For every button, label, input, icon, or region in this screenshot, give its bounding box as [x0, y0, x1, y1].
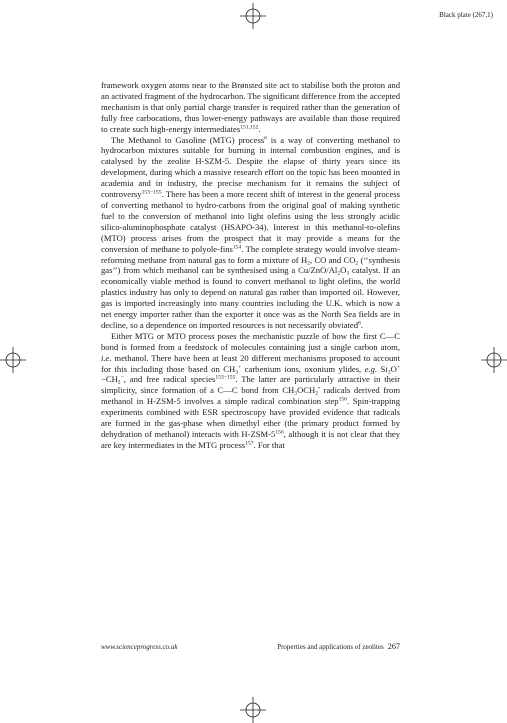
text-run: radicals derived from methanol in H-ZSM-5 involves a simple radical combination step [101, 385, 401, 407]
text-run: carbenium ions, oxonium ylides, [241, 363, 365, 374]
body-text [101, 80, 400, 451]
italic-text: e.g. [364, 363, 378, 374]
superscript: 6 [264, 135, 267, 142]
text-run: methanol. There have been at least 20 different mechanisms proposed to account for this including those based on CH [101, 352, 400, 374]
superscript: 153−155 [215, 374, 236, 381]
italic-text: i.e. [101, 352, 112, 363]
text-run: OCH [297, 385, 316, 396]
body-paragraph [101, 331, 400, 451]
superscript: 8 [358, 320, 361, 327]
subscript: 3 [294, 390, 298, 397]
text-run: O [390, 363, 397, 374]
superscript: 151,152 [240, 124, 259, 131]
plate-label: Black plate (267,1) [439, 11, 493, 19]
subscript: 2 [387, 369, 391, 376]
subscript: 2 [117, 379, 121, 386]
text-run: Si [377, 363, 388, 374]
text-run: is a way of converting methanol to hydrocarbon mixtures suitable for burning in internal combustion engines, and is catalysed by the zeolite H-SZM-5. Despite the elapse of thirty years since its development, during which a massive research effort on the topic has been mounted in academia and in industry, the precise mechanism for it remains the subject of controversy [101, 134, 400, 200]
text-run: , and free radical species [123, 374, 216, 385]
text-run: . The latter are particularly attractive in their simplicity, since formation of a C—C bond from CH [101, 374, 401, 396]
superscript: 154 [232, 244, 242, 251]
text-run: The Methanol to Gasoline (MTG) process [111, 134, 265, 145]
text-run: . [258, 123, 261, 134]
footer-url[interactable]: www.scienceprogress.co.uk [101, 643, 178, 651]
text-run: , although it is not clear that they are key intermediates in the MTG process [101, 429, 400, 450]
text-run: . Spin-trapping experiments combined with ESR spectroscopy have provided evidence that radicals are formed in the gas-phase when dimethyl ether (the primary product formed by dehydration of methanol) interacts with H-ZSM-5 [101, 396, 401, 439]
page-number: 267 [387, 642, 400, 651]
subscript: 2 [315, 390, 319, 397]
registration-mark-bottom-icon [240, 697, 266, 723]
superscript: 153−155 [141, 189, 162, 196]
superscript: + [238, 364, 242, 371]
text-run: framework oxygen atoms near to the Brønsted site act to stabilise both the proton and an activated fragment of the hydrocarbon. The significant difference from the accepted mechanism is that only partial charge transfer is required rather than the generation of fully free carbocations, thus lower-energy pathways are available than those required to create such high-energy intermediates [101, 80, 400, 134]
text-run: catalyst. If an economically viable method is found to convert methanol to light olefins, the world plastics industry has only to depend on natural gas rather than imported oil. However, gas is imported increasingly into many countries including the U.K. which is now a net energy importer rather than the exporter it once was as the North Sea fields are in decline, so a dependence on imported resources is not necessarily obviated [101, 265, 400, 330]
text-run: . The complete strategy would involve steam-reforming methane from natural gas to form a mixture of H [101, 243, 400, 265]
footer-journal-wrap [277, 642, 400, 651]
registration-mark-left-icon [0, 347, 26, 373]
text-run: , CO and CO [309, 254, 356, 265]
superscript: 157 [245, 440, 254, 447]
page-footer [101, 642, 400, 651]
text-run: . There has been a more recent shift of interest in the general process of converting methanol to hydro-carbons from the original goal of making synthetic fuel to the conversion of methanol into light olefins using the less strongly acidic silico-aluminophosphate catalyst (HSAPO-34). Interest in this methanol-to-olefins (MTO) process arises from the prospect that it may provide a means for the conversion of methane to polyole-fins [101, 189, 400, 254]
registration-mark-top-icon [240, 3, 266, 29]
subscript: 3 [235, 369, 239, 376]
superscript: 156 [275, 429, 284, 436]
text-run: (‘‘synthesis gas’’) from which methanol can be synthesised using a Cu/ZnO/Al [101, 254, 400, 276]
subscript: 3 [346, 270, 350, 277]
superscript: + [396, 364, 400, 371]
text-run: . For that [253, 439, 285, 450]
registration-mark-right-icon [481, 347, 507, 373]
text-run: −CH [101, 374, 118, 385]
text-run: . [360, 319, 363, 330]
body-paragraph [101, 135, 400, 331]
superscript: − [120, 374, 124, 381]
superscript: • [318, 385, 320, 392]
text-run: O [340, 265, 347, 276]
text-run: Either MTG or MTO process poses the mechanistic puzzle of how the first C—C bond is formed from a feedstock of molecules containing just a single carbon atom, [101, 330, 400, 352]
subscript: 2 [355, 260, 359, 266]
subscript: 2 [307, 260, 310, 266]
subscript: 2 [337, 270, 341, 277]
footer-journal: Properties and applications of zeolites [277, 643, 384, 651]
superscript: 156 [338, 396, 347, 403]
body-paragraph [101, 80, 400, 135]
